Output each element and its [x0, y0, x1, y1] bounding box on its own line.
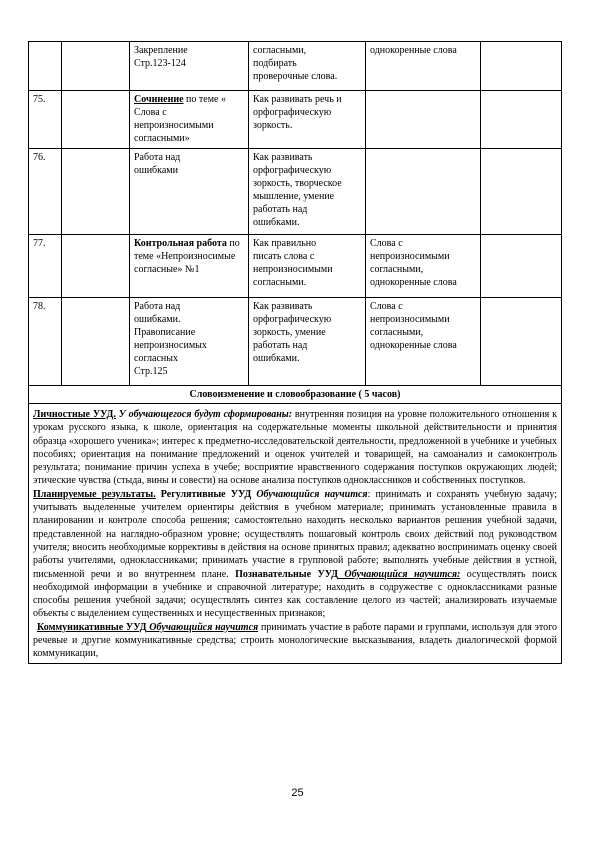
- table-row: [29, 91, 562, 149]
- topic-cell: Контрольная работа по теме «Непроизносимые согласные» №1: [130, 235, 249, 298]
- empty-cell: [481, 298, 562, 386]
- row-number: 78.: [29, 298, 62, 386]
- page-number: 25: [291, 787, 304, 799]
- empty-cell: [481, 42, 562, 91]
- row-number: 76.: [29, 149, 62, 235]
- lesson-plan-table: [28, 41, 561, 664]
- skills-cell: согласными, подбирать проверочные слова.: [249, 42, 366, 91]
- empty-cell: [62, 149, 130, 235]
- empty-cell: [481, 149, 562, 235]
- section-title: Словоизменение и словообразование ( 5 часов): [29, 386, 562, 404]
- skills-cell: Как развивать орфографическую зоркость, умение работать над ошибками.: [249, 298, 366, 386]
- vocab-cell: однокоренные слова: [366, 42, 481, 91]
- vocab-cell: [366, 91, 481, 149]
- section-body: [29, 404, 562, 664]
- empty-cell: [62, 298, 130, 386]
- table-row: [29, 235, 562, 298]
- row-number: [29, 42, 62, 91]
- topic-cell: Работа над ошибками. Правописание непроизносимых согласных Стр.125: [130, 298, 249, 386]
- personal-uud-paragraph: Личностные УУД. У обучающегося будут сформированы: внутренняя позиция на уровне положительного отношения к урокам русского языка, к школе, ориентация на содержательные моменты школьной действительности и принятия образца «хорошего ученика»; интерес к предметно-исследовательской деятельности, предложенной в учебнике и учебных пособиях; ориентация на понимание предложений и оценок учителей и товарищей, на самоанализ и самоконтроль результата; понимание причин успеха в учебе; восприятие нравственного содержания поступков окружающих людей; этические чувства (стыда, вины и совести) на основе анализа поступков одноклассников и собственных поступков.: [33, 409, 557, 487]
- table-row: [29, 298, 562, 386]
- topic-cell: Сочинение по теме « Слова с непроизносимыми согласными»: [130, 91, 249, 149]
- vocab-cell: [366, 149, 481, 235]
- empty-cell: [481, 91, 562, 149]
- vocab-cell: Слова с непроизносимыми согласными, однокоренные слова: [366, 235, 481, 298]
- skills-cell: Как развивать речь и орфографическую зоркость.: [249, 91, 366, 149]
- table-row: [29, 149, 562, 235]
- empty-cell: [62, 42, 130, 91]
- row-number: 75.: [29, 91, 62, 149]
- empty-cell: [481, 235, 562, 298]
- regulatory-uud-paragraph: Планируемые результаты. Регулятивные УУД Обучающийся научится: принимать и сохранять учебную задачу; учитывать выделенные учителем ориентиры действия в учебном материале; принимать установленные правила в планировании и контроле способа решения; самостоятельно находить несколько вариантов решения учебной задачи, представленной на наглядно-образном уровне; осуществлять пошаговый контроль своих действий под руководством учителя; вносить необходимые коррективы в действия на основе принятых правил; адекватно воспринимать оценку своей работы учителями, одноклассниками; принимать участие в групповой работе; выполнять учебные действия в устной, письменной речи и во внутреннем плане. Познавательные УУД Обучающийся научится: осуществлять поиск необходимой информации в учебнике и справочной литературе; находить в содружестве с одноклассниками разные способы решения учебной задачи; осуществлять синтез как составление целого из частей; анализировать изучаемые объекты с выделением существенных и несущественных признаков;: [33, 488, 558, 620]
- communicative-uud-paragraph: Коммуникативные УУД Обучающийся научится принимать участие в работе парами и группами, используя для этого речевые и другие коммуникативные средства; строить монологические высказывания, владеть диалогической формой коммуникации,: [33, 621, 557, 660]
- empty-cell: [62, 235, 130, 298]
- section-body-row: [29, 404, 562, 664]
- topic-cell: Работа над ошибками: [130, 149, 249, 235]
- skills-cell: Как развивать орфографическую зоркость, творческое мышление, умение работать над ошибками.: [249, 149, 366, 235]
- empty-cell: [62, 91, 130, 149]
- skills-cell: Как правильно писать слова с непроизносимыми согласными.: [249, 235, 366, 298]
- table-row: [29, 42, 562, 91]
- section-title-row: [29, 386, 562, 404]
- row-number: 77.: [29, 235, 62, 298]
- topic-cell: Закрепление Стр.123-124: [130, 42, 249, 91]
- vocab-cell: Слова с непроизносимыми согласными, однокоренные слова: [366, 298, 481, 386]
